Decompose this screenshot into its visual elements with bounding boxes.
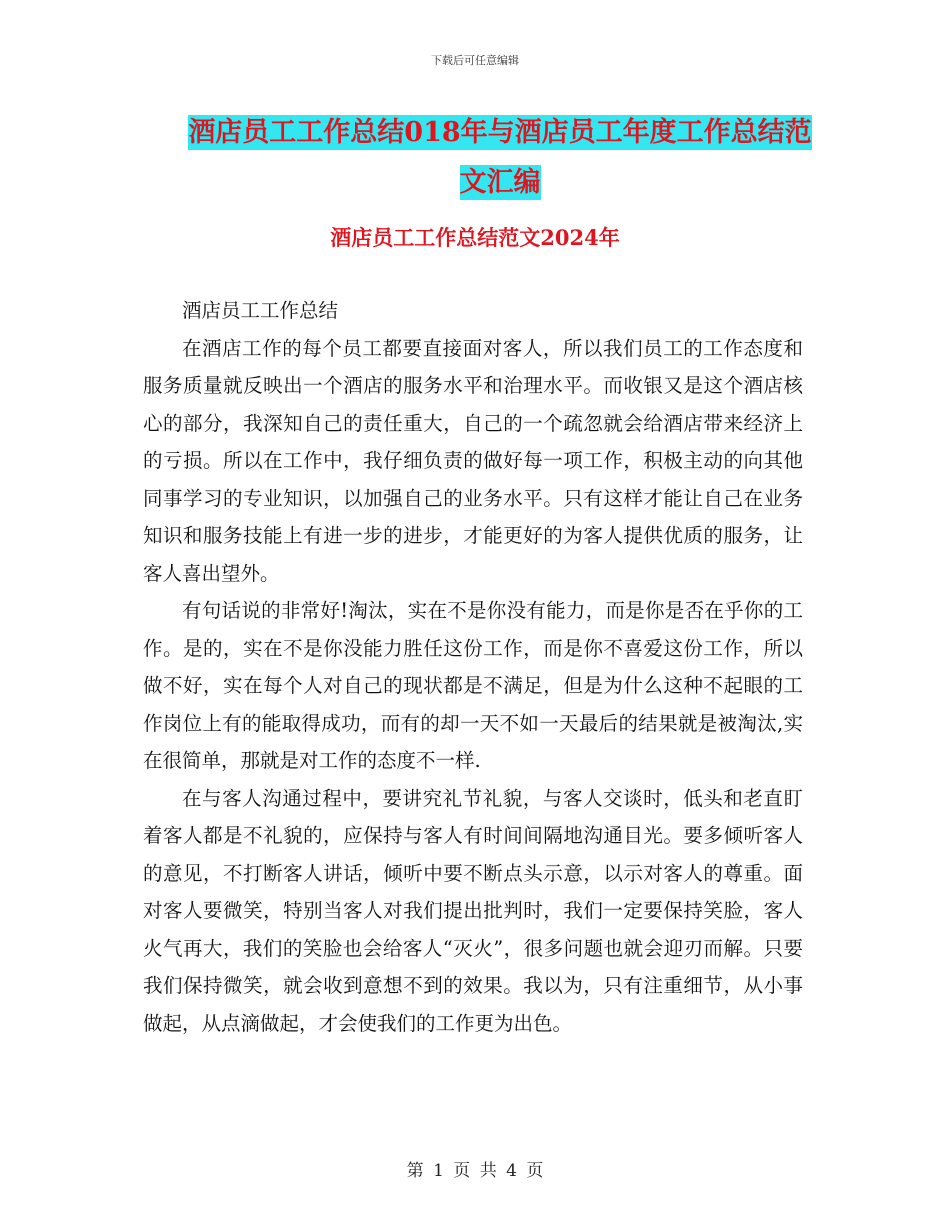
document-body xyxy=(143,292,803,1042)
document-title-line-2: 文汇编 xyxy=(459,167,541,198)
paragraph: 有句话说的非常好!淘汰，实在不是你没有能力，而是你是否在乎你的工作。是的，实在不是你没能力胜任这份工作，而是你不喜爱这份工作，所以做不好，实在每个人对自己的现状都是不满足，但是为什么这种不起眼的工作岗位上有的能取得成功，而有的却一天不如一天最后的结果就是被淘汰,实在很简单，那就是对工作的态度不一样. xyxy=(143,599,803,772)
paragraph: 在酒店工作的每个员工都要直接面对客人，所以我们员工的工作态度和服务质量就反映出一个酒店的服务水平和治理水平。而收银又是这个酒店核心的部分，我深知自己的责任重大，自己的一个疏忽就会给酒店带来经济上的亏损。所以在工作中，我仔细负责的做好每一项工作，积极主动的向其他同事学习的专业知识，以加强自己的业务水平。只有这样才能让自己在业务知识和服务技能上有进一步的进步，才能更好的为客人提供优质的服务，让客人喜出望外。 xyxy=(143,336,803,585)
page-number-footer: 第 1 页 共 4 页 xyxy=(406,1161,544,1181)
paragraph: 在与客人沟通过程中，要讲究礼节礼貌，与客人交谈时，低头和老直盯着客人都是不礼貌的，应保持与客人有时间间隔地沟通目光。要多倾听客人的意见，不打断客人讲话，倾听中要不断点头示意，以示对客人的尊重。面对客人要微笑，特别当客人对我们提出批判时，我们一定要保持笑脸，客人火气再大，我们的笑脸也会给客人“灭火”，很多问题也就会迎刃而解。只要我们保持微笑，就会收到意想不到的效果。我以为，只有注重细节，从小事做起，从点滴做起，才会使我们的工作更为出色。 xyxy=(143,786,803,1035)
page-header-note: 下载后可任意编辑 xyxy=(431,54,519,67)
paragraph-subtitle: 酒店员工工作总结 xyxy=(182,299,339,322)
section-heading: 酒店员工工作总结范文2024年 xyxy=(330,225,620,250)
document-title-line-1: 酒店员工工作总结018年与酒店员工年度工作总结范 xyxy=(188,117,812,148)
document-title xyxy=(150,108,850,208)
